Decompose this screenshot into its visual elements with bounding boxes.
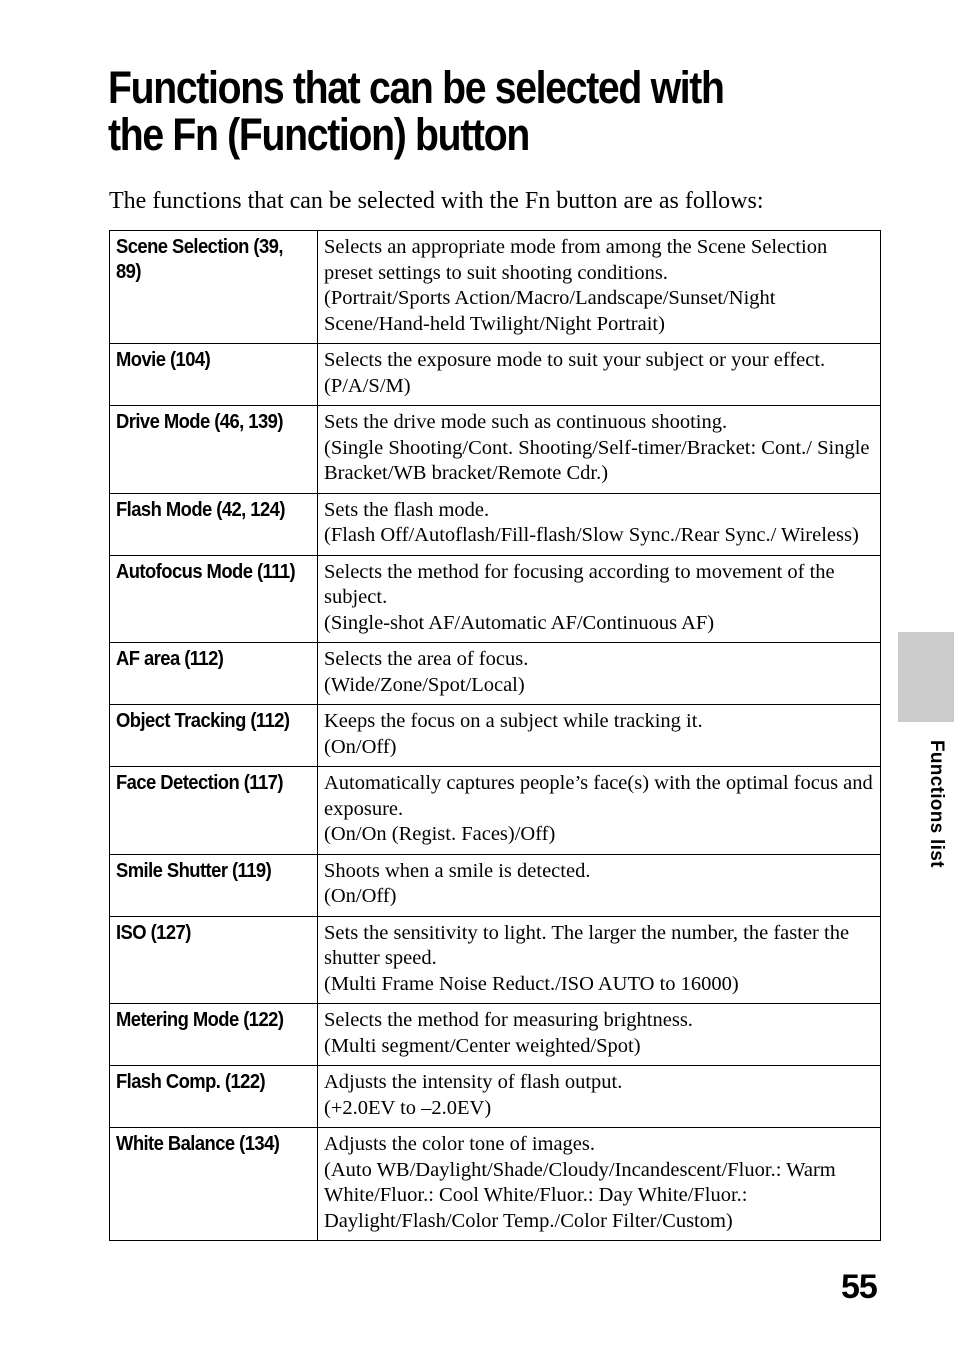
table-row — [110, 916, 881, 1004]
function-name: Flash Mode (42, 124) — [116, 498, 285, 521]
function-name-cell — [110, 555, 318, 643]
function-description: Selects the method for focusing according to movement of the subject. — [324, 560, 835, 608]
table-row — [110, 643, 881, 705]
page-title-line-1: Functions that can be selected with — [108, 62, 724, 113]
function-name: Flash Comp. (122) — [116, 1071, 266, 1093]
function-options: (Flash Off/Autoflash/Fill-flash/Slow Sync./Rear Sync./ Wireless) — [324, 524, 859, 546]
function-description: Sets the flash mode. — [324, 498, 490, 521]
table-row — [110, 406, 881, 494]
function-description-cell — [318, 231, 881, 344]
functions-table-body — [110, 231, 881, 1241]
function-description: Adjusts the intensity of flash output. — [324, 1071, 623, 1093]
table-row — [110, 1004, 881, 1066]
function-description: Shoots when a smile is detected. — [324, 859, 591, 882]
function-name: Object Tracking (112) — [116, 710, 290, 732]
function-description: Selects the area of focus. — [324, 648, 529, 670]
table-row — [110, 705, 881, 767]
table-row — [110, 231, 881, 344]
page-title-line-2: the Fn (Function) button — [108, 109, 529, 160]
function-options: (On/Off) — [324, 735, 397, 758]
function-name-cell — [110, 231, 318, 344]
function-description: Selects an appropriate mode from among the Scene Selection preset settings to suit shooting conditions. — [324, 236, 828, 284]
function-name-cell — [110, 1128, 318, 1241]
function-name-cell — [110, 1066, 318, 1128]
section-tab-marker — [898, 632, 954, 722]
function-description: Selects the exposure mode to suit your subject or your effect. — [324, 349, 826, 371]
function-description: Automatically captures people’s face(s) with the optimal focus and exposure. — [324, 772, 873, 820]
function-description-cell — [318, 555, 881, 643]
function-name: Scene Selection (39, 89) — [116, 236, 283, 283]
table-row — [110, 1128, 881, 1241]
table-row — [110, 854, 881, 916]
function-name-cell — [110, 854, 318, 916]
function-name: Face Detection (117) — [116, 772, 283, 794]
function-name: White Balance (134) — [116, 1133, 280, 1155]
function-description-cell — [318, 705, 881, 767]
function-options: (Multi segment/Center weighted/Spot) — [324, 1034, 641, 1057]
page-title — [108, 64, 874, 158]
function-description-cell — [318, 1004, 881, 1066]
function-options: (+2.0EV to –2.0EV) — [324, 1096, 492, 1119]
function-name-cell — [110, 767, 318, 855]
function-description-cell — [318, 767, 881, 855]
function-options: (Multi Frame Noise Reduct./ISO AUTO to 16000) — [324, 972, 739, 995]
function-options: (Single Shooting/Cont. Shooting/Self-timer/Bracket: Cont./ Single Bracket/WB bracket/Remote Cdr.) — [324, 436, 870, 484]
function-name-cell — [110, 493, 318, 555]
function-description-cell — [318, 1128, 881, 1241]
function-options: (Single-shot AF/Automatic AF/Continuous AF) — [324, 611, 715, 634]
function-description: Keeps the focus on a subject while tracking it. — [324, 710, 703, 732]
function-options: (Wide/Zone/Spot/Local) — [324, 673, 525, 696]
function-options: (P/A/S/M) — [324, 374, 411, 397]
function-options: (Auto WB/Daylight/Shade/Cloudy/Incandescent/Fluor.: Warm White/Fluor.: Cool White/Fluor.: Day White/Fluor.: Daylight/Flash/Color Temp./Color Filter/Custom) — [324, 1158, 836, 1232]
function-description: Adjusts the color tone of images. — [324, 1133, 596, 1155]
function-options: (On/On (Regist. Faces)/Off) — [324, 823, 556, 845]
function-name: ISO (127) — [116, 921, 191, 944]
function-description-cell — [318, 854, 881, 916]
function-name-cell — [110, 643, 318, 705]
function-name: AF area (112) — [116, 648, 224, 670]
functions-table — [109, 230, 881, 1241]
table-row — [110, 344, 881, 406]
table-row — [110, 1066, 881, 1128]
table-row — [110, 493, 881, 555]
function-description: Selects the method for measuring brightness. — [324, 1009, 693, 1031]
function-name: Autofocus Mode (111) — [116, 560, 296, 583]
function-name-cell — [110, 406, 318, 494]
function-name: Movie (104) — [116, 349, 211, 371]
intro-text: The functions that can be selected with the Fn button are as follows: — [109, 188, 764, 214]
function-name-cell — [110, 916, 318, 1004]
function-name: Metering Mode (122) — [116, 1009, 284, 1031]
function-name-cell — [110, 1004, 318, 1066]
table-row — [110, 767, 881, 855]
function-name: Drive Mode (46, 139) — [116, 411, 283, 433]
function-name: Smile Shutter (119) — [116, 859, 272, 882]
function-description-cell — [318, 406, 881, 494]
function-description: Sets the drive mode such as continuous shooting. — [324, 411, 728, 433]
function-options: (Portrait/Sports Action/Macro/Landscape/Sunset/Night Scene/Hand-held Twilight/Night Portrait) — [324, 287, 776, 335]
function-description: Sets the sensitivity to light. The larger the number, the faster the shutter speed. — [324, 921, 850, 969]
function-options: (On/Off) — [324, 885, 397, 907]
function-name-cell — [110, 344, 318, 406]
table-row — [110, 555, 881, 643]
function-description-cell — [318, 493, 881, 555]
function-description-cell — [318, 643, 881, 705]
section-side-label: Functions list — [926, 740, 947, 868]
function-description-cell — [318, 344, 881, 406]
function-description-cell — [318, 916, 881, 1004]
function-description-cell — [318, 1066, 881, 1128]
page-number: 55 — [841, 1268, 877, 1306]
function-name-cell — [110, 705, 318, 767]
